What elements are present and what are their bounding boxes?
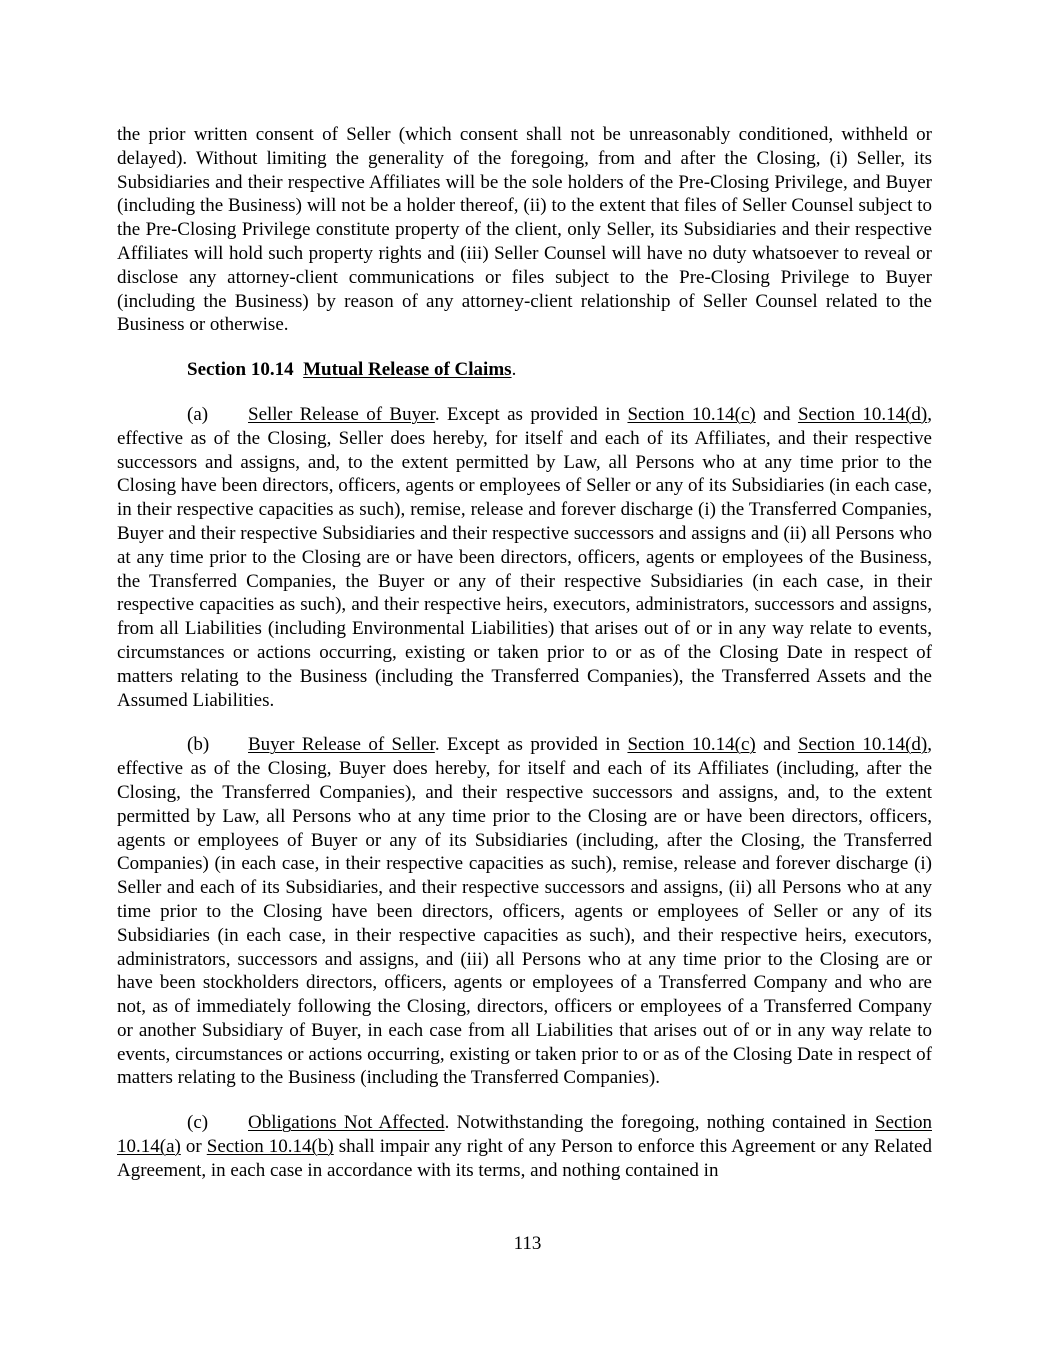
paragraph-c: [117, 1111, 932, 1182]
paragraph-label: (b): [187, 734, 210, 756]
section-title: Mutual Release of Claims: [303, 359, 512, 381]
paragraph-b: [117, 733, 932, 1090]
section-reference-link[interactable]: Section 10.14(d): [797, 734, 928, 756]
paragraph-text: . Except as provided in: [434, 734, 628, 756]
paragraph-text: and: [755, 734, 798, 756]
paragraph-title: Obligations Not Affected: [248, 1112, 445, 1134]
paragraph-text: , effective as of the Closing, Buyer does hereby, for itself and each of its Affiliates (including, after the Closing, the Transferred Companies), and their respective successors and assigns, and, to the extent permitted by Law, all Persons who at any time prior to the Closing are or have been directors, officers, agents or employees of Buyer or any of its Subsidiaries (including, after the Closing, the Transferred Companies) (in each case, in their respective capacities as such), remise, release and forever discharge (i) Seller and each of its Subsidiaries, and their respective successors and assigns, (ii) all Persons who at any time prior to the Closing have been directors, officers, agents or employees of Seller or any of its Subsidiaries (in each case, in their respective capacities as such), and their respective heirs, executors, administrators, successors and assigns, and (iii) all Persons who at any time prior to the Closing are or have been stockholders directors, officers, agents or employees of a Transferred Company and who are not, as of immediately following the Closing, directors, officers or employees of a Transferred Company or another Subsidiary of Buyer, in each case from all Liabilities that arises out of or in any way relate to events, circumstances or actions occurring, existing or taken prior to or as of the Closing Date in respect of matters relating to the Business (including the Transferred Companies).: [117, 734, 932, 1089]
section-reference-link[interactable]: Section 10.14(c): [627, 734, 756, 756]
paragraph-title: Seller Release of Buyer: [248, 403, 435, 425]
section-reference-link[interactable]: Section 10.14(a): [117, 1112, 932, 1158]
section-title-period: .: [511, 359, 517, 381]
section-number: Section 10.14: [187, 359, 294, 381]
paragraph-title: Buyer Release of Seller: [248, 734, 435, 756]
paragraph-text: . Except as provided in: [434, 403, 628, 425]
paragraph-text: shall impair any right of any Person to enforce this Agreement or any Related Agreement, in each case in accordance with its terms, and nothing contained in: [117, 1136, 932, 1181]
document-page: [117, 123, 932, 1183]
section-reference-link[interactable]: Section 10.14(d): [797, 403, 928, 425]
paragraph-text: or: [180, 1136, 207, 1158]
paragraph-text: , effective as of the Closing, Seller does hereby, for itself and each of its Affiliates, and their respective successors and assigns, and, to the extent permitted by Law, all Persons who at any time prior to the Closing have been directors, officers, agents or employees of Seller or any of its Subsidiaries (in each case, in their respective capacities as such), remise, release and forever discharge (i) the Transferred Companies, Buyer and their respective Subsidiaries and their respective successors and assigns and (ii) all Persons who at any time prior to the Closing are or have been directors, officers, agents or employees of the Business, the Transferred Companies, the Buyer or any of their respective Subsidiaries (in each case, in their respective capacities as such), and their respective heirs, executors, administrators, successors and assigns, from all Liabilities (including Environmental Liabilities) that arises out of or in any way relate to events, circumstances or actions occurring, existing or taken prior to or as of the Closing Date in respect of matters relating to the Business (including the Transferred Companies), the Transferred Assets and the Assumed Liabilities.: [117, 403, 932, 711]
section-heading: [187, 358, 932, 382]
section-reference-link[interactable]: Section 10.14(c): [627, 403, 756, 425]
paragraph-label: (a): [187, 403, 209, 425]
paragraph-a: [117, 403, 932, 712]
page-number: 113: [513, 1233, 542, 1254]
paragraph-text: and: [755, 403, 798, 425]
paragraph-label: (c): [187, 1112, 209, 1134]
paragraph-text: . Notwithstanding the foregoing, nothing contained in: [444, 1112, 875, 1134]
section-reference-link[interactable]: Section 10.14(b): [206, 1136, 334, 1158]
intro-paragraph: the prior written consent of Seller (which consent shall not be unreasonably conditioned, withheld or delayed). Without limiting the generality of the foregoing, from and after the Closing, (i) Seller, its Subsidiaries and their respective Affiliates will be the sole holders of the Pre-Closing Privilege, and Buyer (including the Business) will not be a holder thereof, (ii) to the extent that files of Seller Counsel subject to the Pre-Closing Privilege constitute property of the client, only Seller, its Subsidiaries and their respective Affiliates will hold such property rights and (iii) Seller Counsel will have no duty whatsoever to reveal or disclose any attorney-client communications or files subject to the Pre-Closing Privilege to Buyer (including the Business) by reason of any attorney-client relationship of Seller Counsel related to the Business or otherwise.: [117, 124, 932, 336]
